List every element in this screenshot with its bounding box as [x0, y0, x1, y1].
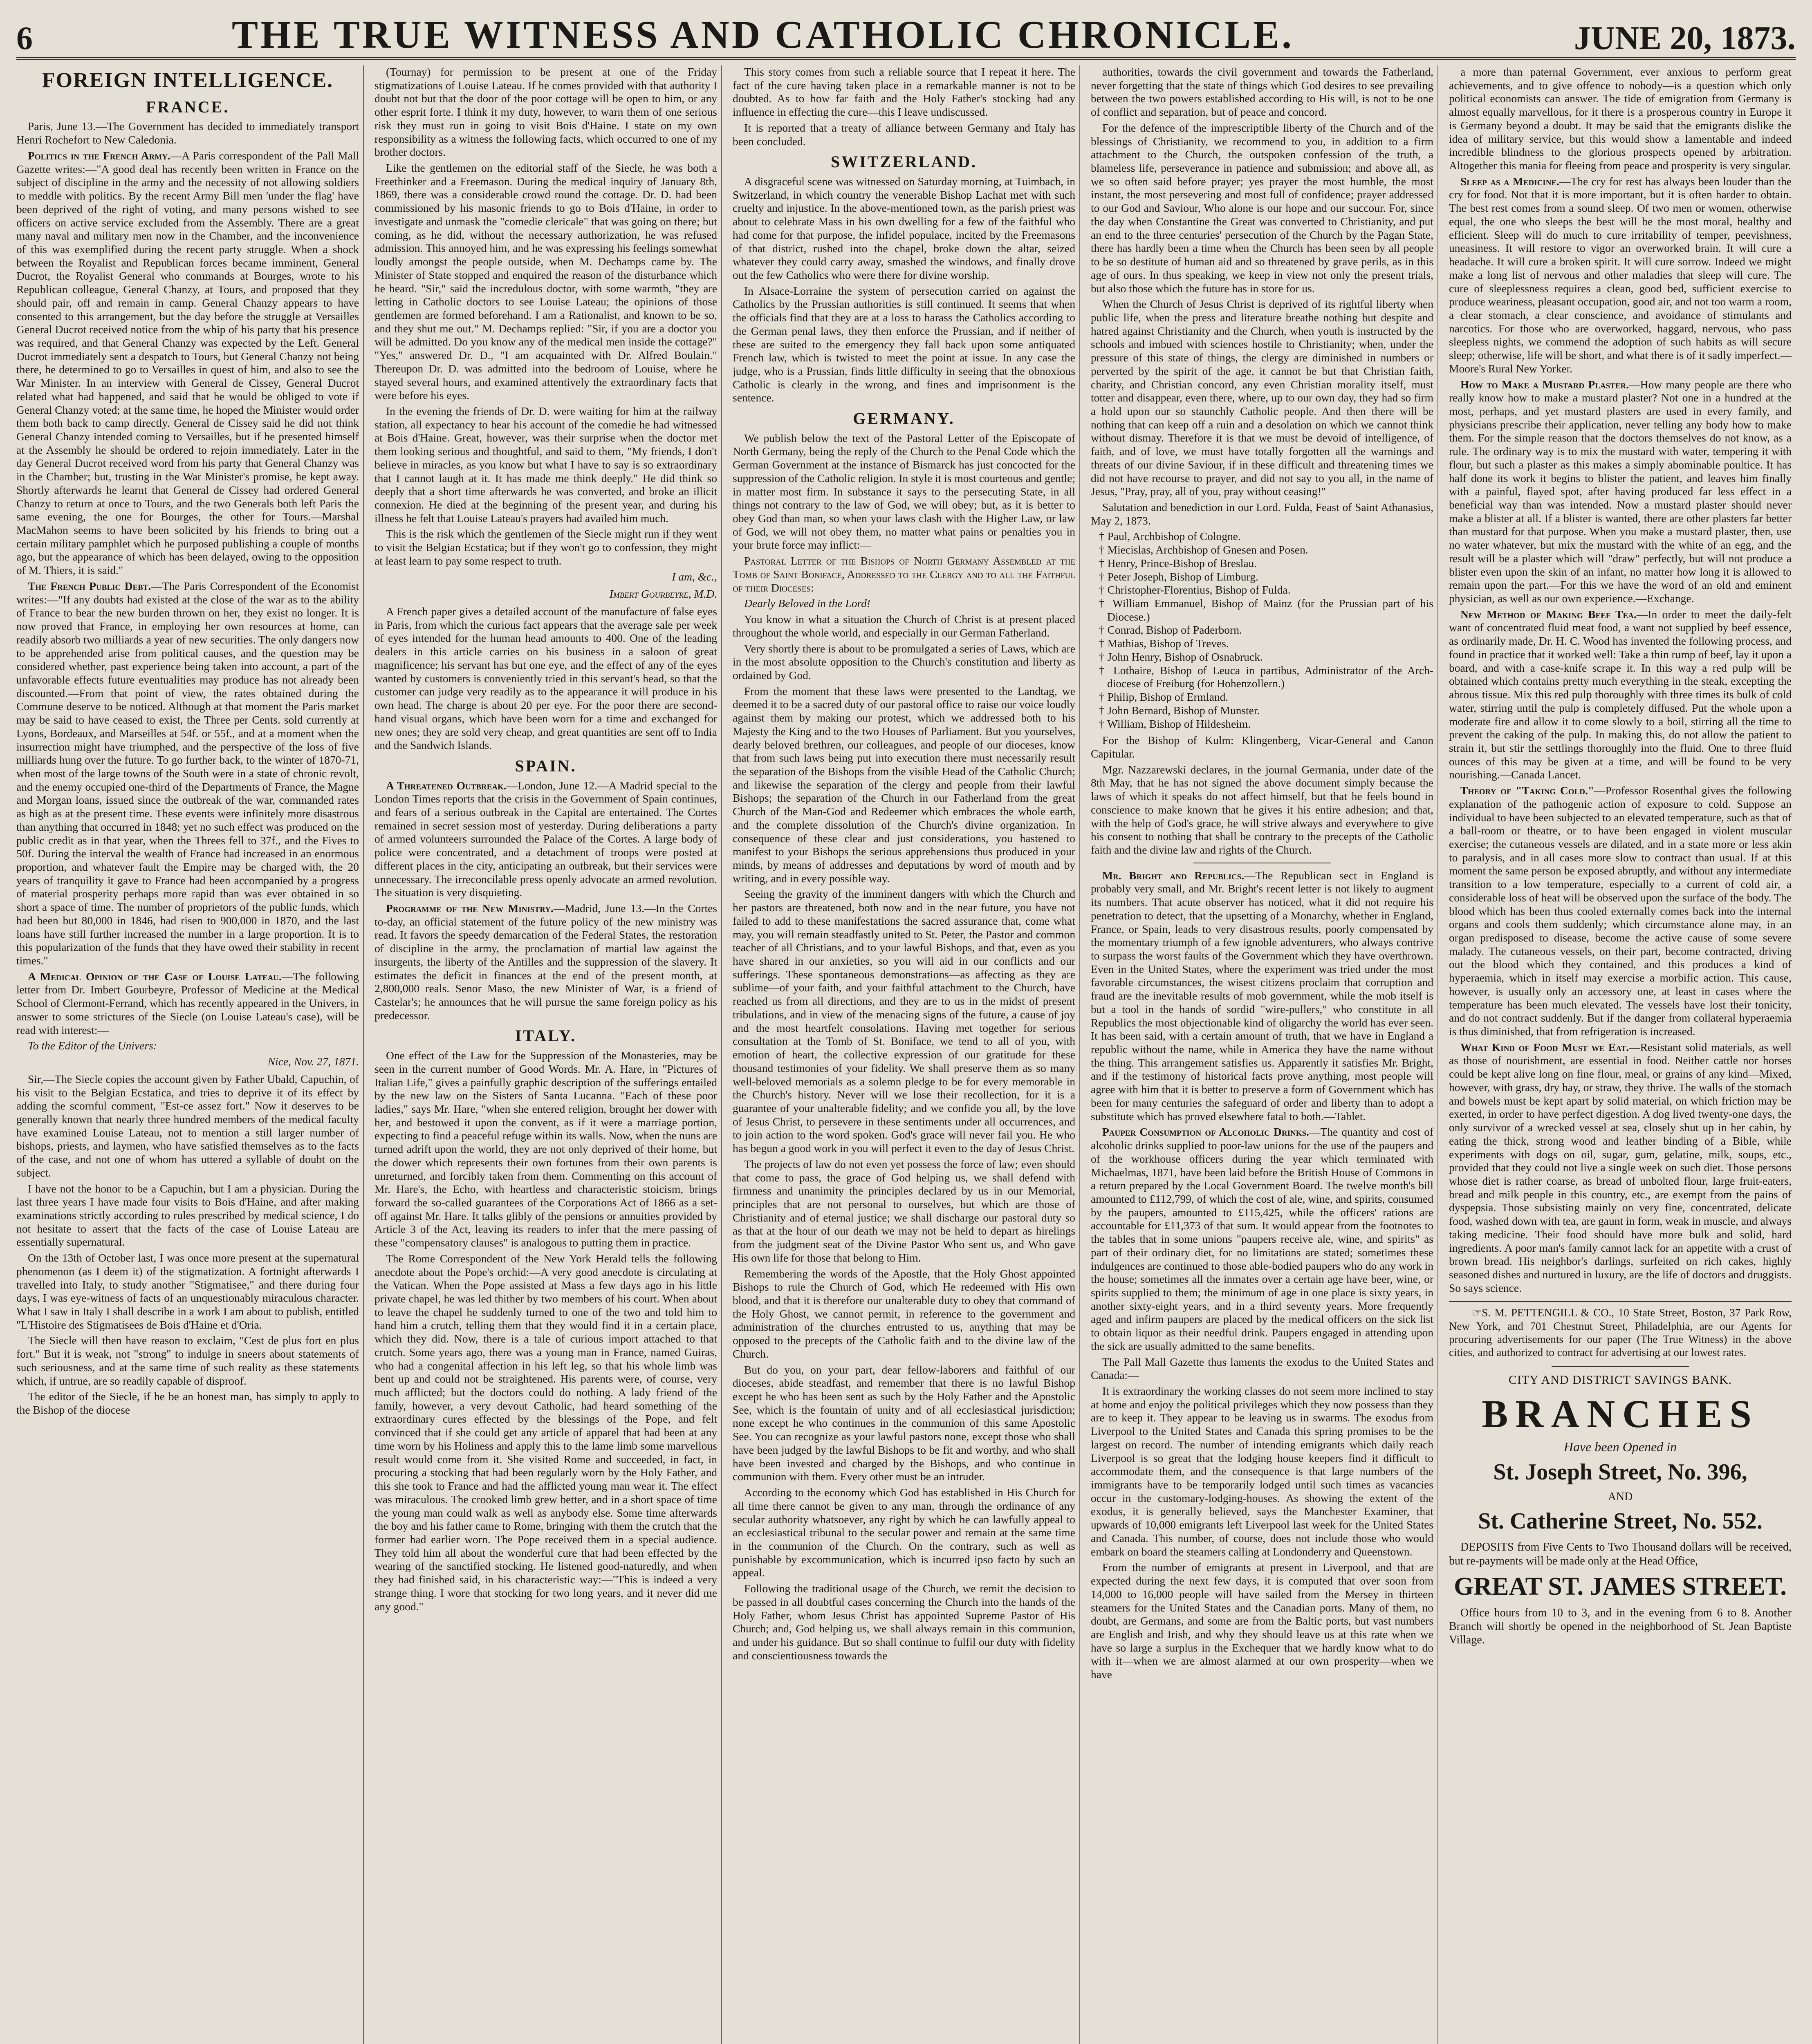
section-title: FOREIGN INTELLIGENCE. [42, 69, 334, 92]
heading-germany: GERMANY. [853, 409, 955, 428]
opened-text: Have been Opened in [1563, 1439, 1677, 1454]
page-number: 6 [16, 20, 33, 56]
bishop-signature: † Paul, Archbishop of Cologne. [1099, 530, 1241, 543]
article-paragraph: Seeing the gravity of the imminent dangers with which the Church and her pastors are threatened, both now and in the near future, you have not failed to add to these manifestations the sacred assurance that, come what may, you will remain steadfastly united to St. Peter, the Pastor and common teacher of all Christians, and to your lawful Bishops, and that, even as you have shared in our anxieties, so you will aid in our conflicts and our sufferings. These spontaneous demonstrations—as affecting as they are sublime—of your faith, and your faithful attachment to the Church, have reached us from all directions, and they are to us in the midst of present tribulations, and in view of the menacing signs of the future, a cause of joy and the most heartfelt consolations. Having met together for serious consultation at the Tomb of St. Boniface, we tend to all of you, with emotion of heart, the collective expression of our gratitude for these thousand testimonies of your fidelity. We shall preserve them as so many well-beloved memorials as a solemn pledge to be for every memorable in the Church's history. Never will we lose their recollection, for it is a guarantee of your unalterable fidelity; and we confide you all, by the love of Jesus Christ, to persevere in these sentiments under all occurrences, and to join action to the word spoken. God's grace will never fail you. He who has begun a good work in you will perfect it even to the day of Jesus Christ. [733, 888, 1075, 1155]
article-paragraph: You know in what a situation the Church of Christ is at present placed throughout the whole world, and especially in our German Fatherland. [733, 613, 1075, 639]
article-paragraph: One effect of the Law for the Suppression of the Monasteries, may be seen in the current number of Good Words. Mr. A. Hare, in "Pictures of Italian Life," gives a painfully graphic description of the sufferings entailed by the new law on the Sisters of Santa Lucanna. "Each of these poor ladies," says Mr. Hare, "when she entered religion, brought her dower with her, and bestowed it upon the convent, as if it were a marriage portion, expecting to find a peaceful refuge within its walls. Now, when the nuns are turned adrift upon the world, they are not only deprived of their home, but the dower which represents their own fortunes from their own parents is unreturned, and forcibly taken from them. Commenting on this account of Mr. Hare's, the Echo, with heartless and characteristic stoicism, brings forward the so-called guarantees of the Corporations Act of 1866 as a set-off against Mr. Hare. It talks glibly of the pensions or annuities provided by Article 3 of the Act, leaving its readers to infer that the mere passing of these "compensatory clauses" is analogous to putting them in practice. [375, 1049, 717, 1249]
article-paragraph [1449, 175, 1792, 376]
article-paragraph: This story comes from such a reliable source that I repeat it here. The fact of the cure having taken place in a remarkable manner is not to be doubted. As to how far faith and the Holy Father's stocking had any influence in effecting the cure—this I leave undiscussed. [733, 65, 1075, 119]
bishop-signature: † Christopher-Florentius, Bishop of Fulda. [1099, 583, 1291, 596]
bishop-signature: † John Bernard, Bishop of Munster. [1099, 704, 1260, 717]
article-paragraph [375, 902, 717, 1022]
bishop-signature: † William, Bishop of Hildesheim. [1099, 717, 1251, 730]
heading-france: FRANCE. [146, 97, 230, 116]
article-lead: Sleep as a Medicine. [1460, 175, 1559, 188]
article-lead: Politics in the French Army. [28, 149, 170, 162]
article-paragraph: The projects of law do not even yet possess the force of law; even should that come to pass, the grace of God helping us, we shall defend with firmness and unanimity the principles declared by us in our Memorial, principles that are not personal to ourselves, but which are those of Christianity and of eternal justice; we shall discharge our pastoral duty so as that at the hour of our death we may not be held to depart as hirelings from the judgment seat of the Divine Pastor Who sent us, and Who gave His own life for those that belong to Him. [733, 1157, 1075, 1264]
and-text: AND [1608, 1490, 1633, 1503]
article-paragraph: Very shortly there is about to be promulgated a series of Laws, which are in the most absolute opposition to the Church's constitution and liberty as ordained by God. [733, 642, 1075, 681]
article-paragraph: In Alsace-Lorraine the system of persecution carried on against the Catholics by the Prussian authorities is still continued. It seems that when the officials find that they are at a loss to harass the Catholics according to the German penal laws, they then enforce the Prussian, and if neither of these are suited to the emergency they fall back upon some antiquated French law, which is twisted to meet the point at issue. In any case the judge, who is a Prussian, finds little difficulty in seeing that the obnoxious Catholic is clearly in the wrong, and fines and imprisonment is the sentence. [733, 284, 1075, 404]
article-text: —London, June 12.—A Madrid special to the London Times reports that the crisis in the Government of Spain continues, and fears of a serious outbreak in the Capital are entertained. The Cortes remained in secret session most of yesterday. During deliberations a party of armed volunteers surrounded the Palace of the Cortes. A large body of police were concentrated, and a detachment of troops were posted at different places in the city, anticipating an outbreak, but their services were unnecessary. The irreconcilable press openly advocate an armed revolution. The situation is very disquieting. [375, 779, 718, 899]
article-paragraph [1449, 1041, 1792, 1295]
article-lead: A Threatened Outbreak. [386, 779, 507, 792]
article-text: —In order to meet the daily-felt want of concentrated fluid meat food, a want not supplied by beef essence, as ordinarily made, Dr. H. C. Wood has invented the following process, and found in practice that it worked well: Take a thin rump of beef, lay it upon a board, and with a case-knife scrape it. In this way a red pulp will be obtained which contains pretty much everything in the steak, excepting the abrous tissue. Mix this red pulp thoroughly with three times its bulk of cold water, stirring until the pulp is completely diffused. Put the whole upon a moderate fire and allow it to come slowly to a boil, stirring all the time to prevent the caking of the pulp. In making this, do not allow the patient to strain it, but stir the settlings thoroughly into the fluid. One to three fluid ounces of this may be given at a time, and will be found to be very nourishing.—Canada Lancet. [1449, 607, 1792, 781]
article-lead: The French Public Debt. [28, 579, 151, 592]
article-paragraph: But do you, on your part, dear fellow-laborers and faithful of our dioceses, abide steadfast, and remember that there is no lawful Bishop except he who has been sent as such by the Holy Father and the Apostolic See, which is the fountain of unity and of all ecclesiastical jurisdiction; none except he who continues in the communion of this same Apostolic See. You can recognize as your lawful pastors none, except those who shall have been judged by the lawful Bishops to be fit and worthy, and who shall have been invested and charged by the Bishops, and who continue in communion with them. Every other must be an intruder. [733, 1363, 1075, 1483]
article-paragraph [1449, 378, 1792, 605]
article-paragraph: This is the risk which the gentlemen of the Siecle might run if they went to visit the Belgian Ecstatica; but if they won't go to confession, they might at least learn to pay some respect to truth. [375, 527, 717, 567]
article-paragraph: For the Bishop of Kulm: Klingenberg, Vicar-General and Canon Capitular. [1091, 734, 1433, 760]
salutation: Dearly Beloved in the Lord! [744, 597, 871, 610]
bishop-signature: † Lothaire, Bishop of Leuca in partibus, Administrator of the Arch-diocese of Freiburg (for Hohenzollern.) [1099, 663, 1433, 690]
article-paragraph: According to the economy which God has established in His Church for all time there cannot be given to any man, through the ordinance of any secular authority whatsoever, any right by which he can lawfully appeal to an ecclesiastical tribunal to the secular power and remain at the same time in the communion of the Church. On the contrary, such as well as punishable by excommunication, which is incurred ipso facto by such an appeal. [733, 1486, 1075, 1579]
article-paragraph: Sir,—The Siecle copies the account given by Father Ubald, Capuchin, of his visit to the Belgian Ecstatica, and tries to deprive it of its effect by adding the scornful comment, "Est-ce assez fort." Now it deserves to be generally known that nearly three hundred members of the medical faculty have examined Louise Lateau, not to mention a still larger number of bishops, priests, and laymen, who have satisfied themselves as to the facts of the case, and not one of whom has uttered a syllable of doubt on the subject. [16, 1072, 359, 1179]
article-paragraph: A French paper gives a detailed account of the manufacture of false eyes in Paris, from which the curious fact appears that the average sale per week of eyes intended for the human head amounts to 400. One of the leading dealers in this article carries on his business in a saloon of great magnificence; his servant has but one eye, and the effect of any of the eyes wanted by customers is conveniently tried in this servant's head, so that the customer can judge very readily as to the appearance it will produce in his own head. The charge is about 20 per eye. For the poor there are second-hand visual organs, which have been worn for a time and exchanged for new ones; they are sold very cheap, and great quantities are sent off to India and the Sandwich Islands. [375, 605, 717, 752]
article-text: —Madrid, June 13.—In the Cortes to-day, an official statement of the future policy of the new ministry was read. It favors the speedy demarcation of the Federal States, the restoration of discipline in the army, the proclamation of martial law against the insurgents, the liberty of the Antilles and the suppression of the slavery. It estimates the deficit in finances at the end of the present month, at 2,800,000 reals. Senor Maso, the new Minister of War, is a friend of Castelar's; he announces that he will pursue the same foreign policy as his predecessor. [375, 902, 717, 1022]
article-lead: Pauper Consumption of Alcoholic Drinks. [1102, 1125, 1309, 1139]
article-paragraph: When the Church of Jesus Christ is deprived of its rightful liberty when public life, when the press and literature breathe nothing but despite and hatred against Christianity and the Church, when youth is instructed by the schools and imbued with sciences hostile to Christianity; when, under the pressure of this state of things, the clergy are diminished in numbers or perverted by the spirit of the age, it cannot be but that Christian faith, charity, and Christian concord, any even Christian morality itself, must totter and disappear, even there, where, up to our own day, they had so firm a hold upon our so staunchly Catholic people. And then there will be nothing that can keep off a ruin and a desolation on which we cannot think without dismay. Therefore it is that we must be devoid of intelligence, of faith, and of love, we must have totally forgotten all the warnings and threats of our divine Saviour, if in these difficult and threatening times we did not have recourse to prayer, and did not say to you all, in the name of Jesus, "Pray, pray, all of you, pray without ceasing!" [1091, 298, 1433, 498]
head-office-street: GREAT ST. JAMES STREET. [1454, 1573, 1787, 1601]
article-paragraph: authorities, towards the civil government and towards the Fatherland, never forgetting that the state of things which God desires to see prevailing between the two powers established according to His will, is not to be one of conflict and separation, but of peace and concord. [1091, 65, 1433, 119]
article-text: —A Paris correspondent of the Pall Mall Gazette writes:—"A good deal has recently been written in France on the subject of discipline in the army and the necessity of not allowing soldiers to meddle with politics. By the recent Army Bill men 'under the flag' have been deprived of the right of voting, and many persons wished to see officers on active service excluded from the Assembly. There are a great many naval and military men now in the Chamber, and the inconvenience of this was exemplified during the recent party struggle. When a shock between the Royalist and Republican forces became imminent, General Ducrot, the Royalist General who commands at Bourges, wrote to his Republican colleague, General Chanzy, at Tours, and proposed that they should pair, off and remain in camp. General Chanzy appears to have consented to this arrangement, but the day before the struggle at Versailles General Ducrot received notice from the whip of his party that his presence was required, and that General Chanzy was expected by the Left. General Ducrot immediately sent a despatch to Tours, but General Chanzy not being there, he determined to go to Versailles in quest of him, and also to see the War Minister. In an interview with General de Cissey, General Ducrot related what had happened, and said that he would be obliged to vote if General Chanzy voted; at the same time, he hoped the Minister would order them both back to camp directly. General de Cissey said he did not think General Chanzy intended coming to Versailles, but if he presented himself at the Assembly he should be ordered to rejoin immediately. Later in the day General Ducrot received word from his party that General Chanzy was in the Chamber; but, trusting in the War Minister's promise, he kept away. Shortly afterwards he learnt that General de Cissey had ordered General Chanzy to return at once to Tours, and the two Generals both left Paris the same evening, the one for Bourges, the other for Tours.—Marshal MacMahon seems to have been solicited by his friends to bring out a certain military pamphlet which he purposed publishing a couple of months ago, but the appearance of which has been delayed, owing to the opposition of M. Thiers, it is said." [16, 149, 359, 577]
article-paragraph: On the 13th of October last, I was once more present at the supernatural phenomenon (as I deem it) of the stigmatization. A fortnight afterwards I travelled into Italy, to study another "Stigmatisee," and there during four days, I was eye-witness of facts of an unquestionably miraculous character. What I saw in Italy I shall describe in a work I am about to publish, entitled "L'Histoire des Stigmatisees de Bois d'Haine et d'Oria. [16, 1251, 359, 1331]
article-paragraph: The Siecle will then have reason to exclaim, "Cest de plus fort en plus fort." But it is weak, not "strong" to indulge in sneers about statements of such seriousness, and at the same time of such reality as these statements which, if untrue, are so readily capable of disproof. [16, 1334, 359, 1387]
article-paragraph: (Tournay) for permission to be present at one of the Friday stigmatizations of Louise Lateau. If he comes provided with that authority I doubt not but that the door of the poor cottage will be open to him, or any other esprit forte. I think it my duty, however, to warn them of one serious risk they must run in going to visit Bois d'Haine. I state on my own responsibility as a witness the following facts, which occurred to one of my brother doctors. [375, 65, 717, 159]
article-paragraph [1091, 1125, 1433, 1353]
article-text: —The Paris Correspondent of the Economist writes:—"If any doubts had existed at the close of the war as to the ability of France to bear the new burden thrown on her, they exist no longer. It is now proved that France, in employing her own resources at home, can readily absorb two milliards a year of new securities. The only dangers now to be apprehended arise from political causes, and the question may be considered whether, past experience being taken into account, a part of the unfavorable effects future eventualities may produce has not already been discounted.—From that point of view, the rates obtained during the Commune deserve to be noticed. Although at that moment the Paris market may be said to have ceased to exist, the Three per Cents. sold currently at Lyons, Bordeaux, and Marseilles at 54f. or 55f., and at a moment when the insurrection might have triumphed, and the perspective of the loss of five milliards hung over the future. To go further back, to the winter of 1870-71, when most of the large towns of the South were in a state of chronic revolt, and the enemy occupied one-third of the Departments of France, the Magne and Morgan loans, issued since the outbreak of the war, commanded rates as high as at the present time. These events were infinitely more disastrous than anything that occurred in 1848; yet no such effect was produced on the public credit as in that year, when the Threes fell to 37f., and the Fives to 50f. During the interval the wealth of France had increased in an enormous proportion, and whatever fault the Empire may be charged with, the 20 years of tranquility it gave to France had been accompanied by a progress of material prosperity perhaps more rapid than was ever obtained in so short a space of time. The number of proprietors of the public funds, which had been but 80,000 in 1846, had risen to 900,000 in 1870, and the last loans have still further increased the number in a large proportion. It is to this popularization of the funds that they have owed their stability in recent times." [16, 579, 359, 967]
article-lead: How to Make a Mustard Plaster. [1460, 378, 1629, 391]
article-paragraph: a more than paternal Government, ever anxious to perform great achievements, and to give offence to nobody—is a question which only political economists can answer. The tide of emigration from Germany is almost equally marvellous, for it there is a prosperous country in Europe it is Germany beyond a doubt. It may be said that the emigrants dislike the idea of military service, but this would show a lamentable and indeed incredible blindness to the glorious prospects opened by arbitration. Altogether this mania for fleeing from peace and prosperity is very singular. [1449, 65, 1792, 172]
deposits-text: DEPOSITS from Five Cents to Two Thousand dollars will be received, but re-payments will be made only at the Head Office, [1449, 1541, 1792, 1567]
bishop-signature: † Peter Joseph, Bishop of Limburg. [1099, 570, 1258, 583]
article-lead: Programme of the New Ministry. [386, 902, 554, 914]
article-lead: Mr. Bright and Republics. [1102, 869, 1245, 882]
article-paragraph: From the number of emigrants at present in Liverpool, and that are expected during the next few days, it is computed that over soon from 14,000 to 16,000 people will have sailed from the Mersey in thirteen steamers for the United States and the Canadian ports. Many of them, no doubt, are Germans, and some are from the Baltic ports, but vast numbers are English and Irish, and why they should leave us at this rate when we have so large a surplus in the Exchequer that we hardly know what to do with it—when we are almost alarmed at our own prosperity—when we have [1091, 1561, 1433, 1681]
article-lead: Theory of "Taking Cold." [1460, 784, 1594, 797]
column-2 [375, 65, 722, 2044]
article-text: —Professor Rosenthal gives the following explanation of the pathogenic action of exposure to cold. Suppose an individual to have been subjected to an elevated temperature, such as that of a ball-room or theatre, or to have been engaged in violent muscular exercise; the cutaneous vessels are dilated, and in a state more or less akin to paralysis, and in all cases more slow to contract than usual. If at this moment the same person be exposed abruptly, and without any intermediate transition to a low temperature, especially to a current of cold air, a considerable loss of heat will be observed upon the surface of the body. The blood which has been thus cooled externally comes back into the internal organs and cools them suddenly; which circumstance alone may, in an organ predisposed to disease, become the active cause of some severe malady. The cutaneous vessels, on their part, become contracted, driving out the blood which they contained, and this produces a kind of hyperaemia, which in itself may exercise a morbific action. This cause, however, is usually only an accessory one, at least in cases where the temperature has been much elevated. The vessels have lost their tonicity, and do not contract suddenly. But if the danger from collateral hyperaemia is thus diminished, that from refrigeration is increased. [1449, 784, 1792, 1038]
column-4 [1091, 65, 1438, 2044]
article-paragraph [1091, 869, 1433, 1123]
article-paragraph: It is extraordinary the working classes do not seem more inclined to stay at home and enjoy the political privileges which they now possess than they are to keep it. They appear to be leaving us in swarms. The exodus from Liverpool to the United States and Canada this spring promises to be the largest on record. The number of intending emigrants which daily reach Liverpool is so great that the lodging house keepers find it difficult to accommodate them, and the consequence is that large numbers of the immigrants have to be temporarily lodged until such times as vacancies occur in the customary-lodging-houses. As showing the extent of the exodus, it is generally believed, says the Manchester Examiner, that upwards of 10,000 emigrants left Liverpool last week for the United States and Canada. This number, of course, does not include those who would embark on board the steamers calling at Londonderry and Queenstown. [1091, 1385, 1433, 1558]
office-hours-text: Office hours from 10 to 3, and in the evening from 6 to 8. Another Branch will shortly be opened in the neighborhood of St. Jean Baptiste Village. [1449, 1606, 1792, 1647]
article-paragraph: I have not the honor to be a Capuchin, but I am a physician. During the last three years I have made four visits to Bois d'Haine, and after making examinations strictly according to rules prescribed by medical science, I do not hesitate to assert that the facts of the case of Louise Lateau are essentially supernatural. [16, 1182, 359, 1248]
column-1 [16, 65, 364, 2044]
article-paragraph: Remembering the words of the Apostle, that the Holy Ghost appointed Bishops to rule the Church of God, which He redeemed with His own blood, and that it is therefore our unalterable duty to obey that command of the Holy Ghost, we cannot permit, in reference to the government and administration of the churches entrusted to us, anything that may be opposed to the precepts of the Catholic faith and to the divine law of the Church. [733, 1267, 1075, 1360]
branch-address-1: St. Joseph Street, No. 396, [1493, 1459, 1747, 1485]
heading-italy: ITALY. [515, 1026, 577, 1045]
article-paragraph: A disgraceful scene was witnessed on Saturday morning, at Tuimbach, in Switzerland, in which country the venerable Bishop Lachat met with such cruelty and injustice. In the above-mentioned town, as the parish priest was about to celebrate Mass in his own dwelling for a few of the faithful who had come for that purpose, the infidel populace, incited by the Freemasons of that district, rushed into the chapel, broke down the altar, seized whatever they could carry away, smashed the windows, and finally drove out the few Catholics who were there for divine worship. [733, 175, 1075, 281]
article-lead: New Method of Making Beef Tea. [1460, 607, 1637, 621]
article-paragraph [16, 580, 359, 968]
article-paragraph [375, 779, 717, 899]
column-5 [1449, 65, 1796, 2044]
article-text: —The cry for rest has always been louder than the cry for food. Not that it is more important, but it is often harder to obtain. The best rest comes from a sound sleep. Of two men or women, otherwise equal, the one who sleeps the best will be the most moral, healthy and efficient. Sleep will do much to cure irritability of temper, peevishness, uneasiness. It will restore to vigor an overworked brain. It will cure a headache. It will cure a broken spirit. It will cure sorrow. Indeed we might make a long list of nervous and other maladies that sleep will cure. The cure of sleeplessness requires a clean, good bed, sufficient exercise to produce weariness, pleasant occupation, good air, and not too warm a room, a clear stomach, a clear conscience, and avoidance of stimulants and narcotics. For those who are overworked, haggard, nervous, who pass sleepless nights, we commend the adoption of such habits as will secure sleep; otherwise, life will be short, and what there is of it sadly imperfect.—Moore's Rural New Yorker. [1449, 175, 1792, 375]
article-text: —How many people are there who really know how to make a mustard plaster? Not one in a hundred at the most, perhaps, and yet mustard plasters are used in every family, and physicians prescribe their application, never telling any body how to make them. For the simple reason that the doctors themselves do not know, as a rule. The ordinary way is to mix the mustard with water, tempering it with flour, but such a plaster as this makes a simply abominable poultice. It has half done its work it begins to blister the patient, and leaves him finally with a painful, flayed spot, after having produced far less effect in a beneficial way than was intended. Now a mustard plaster should never make a blister at all. If a blister is wanted, there are other plasters far better than mustard for that purpose. When you make a mustard plaster, then, use no water whatever, but mix the mustard with the white of an egg, and the result will be a plaster which will "draw" perfectly, but will not produce a blister even upon the skin of an infant, no matter how long it is allowed to remain upon the part.—For this we have the word of an old and eminent physician, as well as our own experience.—Exchange. [1449, 378, 1792, 605]
columns [16, 65, 1796, 2044]
bishop-signature: † William Emmanuel, Bishop of Mainz (for the Prussian part of his Diocese.) [1099, 597, 1433, 623]
article-paragraph: Mgr. Nazzarewski declares, in the journal Germania, under date of the 8th May, that he has not signed the above document simply because the laws of which it speaks do not affect himself, but that he feels bound in conscience to make known that he gives it his entire adhesion; and that, with the help of God's grace, he will strive always and everywhere to give his consent to nothing that shall be contrary to the precepts of the Catholic faith and the divine law and rights of the Church. [1091, 763, 1433, 856]
branches-heading: BRANCHES [1482, 1392, 1759, 1436]
article-paragraph: The Pall Mall Gazette thus laments the exodus to the United States and Canada:— [1091, 1355, 1433, 1382]
masthead [16, 8, 1796, 60]
bank-name: CITY AND DISTRICT SAVINGS BANK. [1508, 1373, 1732, 1387]
article-paragraph [16, 970, 359, 1037]
article-paragraph: Like the gentlemen on the editorial staff of the Siecle, he was both a Freethinker and a Freemason. During the medical inquiry of January 8th, 1869, there was a considerable crowd round the cottage. Dr. D. had been commissioned by his masonic friends to go to Bois d'Haine, in order to investigate and unmask the "comedie clericale" that was going on there; but coming, as he did, without the necessary authorization, he was refused admission. This annoyed him, and he was expressing his feelings somewhat loudly amongst the people outside, when M. Dechamps came by. The Minister of State stopped and enquired the reason of the disturbance which he heard. "Sir," said the incredulous doctor, with some warmth, "they are letting in Catholic doctors to see Louise Lateau; the opinions of those gentlemen are formed beforehand. I am a Rationalist, and known to be so, and they shut me out." M. Dechamps replied: "Sir, if you are a doctor you will be admitted. Do you know any of the medical men inside the cottage?" "Yes," answered Dr. D., "I am acquainted with Dr. Alfred Boulain." Thereupon Dr. D. was admitted into the bedroom of Louise, where he stayed several hours, and examined attentively the extraordinary facts that were before his eyes. [375, 161, 717, 402]
newspaper-title: THE TRUE WITNESS AND CATHOLIC CHRONICLE. [232, 13, 1294, 56]
branch-address-2: St. Catherine Street, No. 552. [1478, 1508, 1763, 1534]
article-paragraph: The editor of the Siecle, if he be an honest man, has simply to apply to the Bishop of the diocese [16, 1390, 359, 1416]
article-paragraph: From the moment that these laws were presented to the Landtag, we deemed it to be a sacred duty of our pastoral office to raise our voice loudly against them by making our protest, which we addressed both to his Majesty the King and to the two Houses of Parliament. But you yourselves, dearly beloved brethren, our colleagues, and people of our dioceses, know that from such laws being put into execution there must necessarily result the separation of the Bishops from the visible Head of the Catholic Church; and likewise the separation of the clergy and people from their lawful Bishops; the separation of the Church in our Fatherland from the great Church of the Man-God and Redeemer which embraces the whole earth, and the complete dissolution of the Church's divine organization. In consequence of these clear and just considerations, you hastened to manifest to your Bishops the serious apprehensions thus produced in your minds, by means of addresses and deputations by word of mouth and by writing, and in every possible way. [733, 684, 1075, 885]
article-paragraph: It is reported that a treaty of alliance between Germany and Italy has been concluded. [733, 121, 1075, 148]
pastoral-title: Pastoral Letter of the Bishops of North Germany Assembled at the Tomb of Saint Boniface, Addressed to the Clergy and to all the Faithful of their Dioceses: [733, 554, 1075, 594]
bishops-list [1091, 530, 1433, 731]
article-paragraph: Following the traditional usage of the Church, we remit the decision to be passed in all doubtful cases concerning the Church into the hands of the Holy Father, whom Jesus Christ has appointed Supreme Pastor of His Church; and, God helping us, we shall always remain in this communion, and under his guidance. But so shall continue to fulfil our duty with fidelity and conscientiousness towards the [733, 1582, 1075, 1662]
article-paragraph: Salutation and benediction in our Lord. Fulda, Feast of Saint Athanasius, May 2, 1873. [1091, 501, 1433, 527]
article-paragraph: Paris, June 13.—The Government has decided to immediately transport Henri Rochefort to New Caledonia. [16, 120, 359, 146]
column-3 [733, 65, 1080, 2044]
article-paragraph [1449, 784, 1792, 1038]
bishop-signature: † Conrad, Bishop of Paderborn. [1099, 623, 1242, 637]
bishop-signature: † Henry, Prince-Bishop of Breslau. [1099, 556, 1257, 569]
letter-place-date: Nice, Nov. 27, 1871. [267, 1055, 359, 1068]
bishop-signature: † Philip, Bishop of Ermland. [1099, 690, 1229, 704]
article-paragraph: For the defence of the imprescriptible liberty of the Church and of the blessings of Christianity, we recommend to you, in addition to a firm attachment to the Church, the outspoken confession of the truth, a blameless life, perseverance in patience and submission; and above all, as we so often said before prayer; yes prayer the most humble, the most instant, the most persevering and most full of confidence; prayer addressed to our God and Saviour, Who alone is our hope and our succour. For, since the day when Constantine the Great was converted to Christianity, and put an end to the three centuries' persecution of the Church by the Pagan State, there has hardly been a time when the Church has been seen by all people to be so destitute of human aid and so threatened by grave perils, as in this age of ours. In thus speaking, we keep in view not only the present trials, but also those which the future has in store for us. [1091, 121, 1433, 295]
article-paragraph: In the evening the friends of Dr. D. were waiting for him at the railway station, all expectancy to hear his account of the comedie he had witnessed at Bois d'Haine. Great, however, was their surprise when the doctor met them looking serious and thoughtful, and said to them, "My friends, I don't believe in miracles, as you know but what I have to say is so extraordinary that I cannot laugh at it. It has made me think deeply." He did think so deeply that a short time afterwards he was converted, and broke an illicit connexion. He died at the beginning of the present year, and during his illness he felt that Louise Lateau's prayers had availed him much. [375, 404, 717, 524]
article-paragraph [16, 149, 359, 577]
bishop-signature: † Mathias, Bishop of Treves. [1099, 637, 1229, 650]
article-paragraph [1449, 608, 1792, 782]
article-paragraph: The Rome Correspondent of the New York Herald tells the following anecdote about the Pope's orchid:—A very good anecdote is circulating at the Vatican. When the Pope assisted at Mass a few days ago in his little private chapel, he was led thither by two members of his court. When about to leave the chapel he suddenly turned to one of the two and told him to hand him a crutch, telling them that they would find it in a certain place, which they did. Now, there is a tale of curious import attached to that crutch. Some years ago, there was a young man in France, named Guiras, who had a congenital affection in his left leg, so that his whole limb was bent up and could not be straightened. His parents were, of course, very much afflicted; but the doctors could do nothing. A lady friend of the family, however, a very devout Catholic, had heard something of the extraordinary cures effected by the blessings of the Pope, and felt convinced that if she could get any article of apparel that had been at any time worn by his Holiness and apply this to the lame limb some marvellous result would come from it. She visited Rome and succeeded, in fact, in procuring a stocking that had been regularly worn by the Holy Father, and this she took to France and had the afflicted young man wear it. The effect was miraculous. The crooked limb grew better, and in a short space of time the young man could walk as well as anybody else. Some time afterwards the boy and his father came to Rome, bringing with them the crutch that the former had earlier worn. The Pope received them in a special audience. They told him all about the wonderful cure that had been effected by the wearing of the sanctified stocking. He listened good-naturedly, and when they had finished said, in his characteristic way:—"This is indeed a very strange thing. I wore that stocking for two long years, and it never did me any good." [375, 1252, 717, 1613]
bank-advertisement [1449, 1366, 1792, 1647]
heading-spain: SPAIN. [515, 756, 577, 775]
article-lead: What Kind of Food Must we Eat. [1460, 1040, 1629, 1053]
pointing-hand-icon: ☞ [1472, 1307, 1482, 1319]
article-text: —The quantity and cost of alcoholic drinks supplied to poor-law unions for the use of the paupers and of the workhouse officers during the year which terminated with Michaelmas, 1871, have been laid before the British House of Commons in a return prepared by the Local Government Board. The twelve month's bill amounted to £112,799, of which the cost of ale, wine, and spirits, consumed by the paupers, amounted to £115,425, while the officers' rations are accountable for £11,373 of that sum. It would appear from the footnotes to the tables that in some unions "paupers receive ale, wine, and spirits" as part of their ordinary diet, for no limitations are stated; sometimes these indulgences are continued to those able-bodied paupers who do any work in the house; sometimes all the inmates over a certain age have beer, wine, or spirits supplied to them; the minimum of age in one place is sixty years, in another sixty-eight years, and in a third seventy years. More frequently aged and infirm paupers are placed by the medical officers on the sick list to obtain liquor as their needful drink. Paupers engaged in attending upon the sick are usually admitted to the same benefits. [1091, 1125, 1433, 1352]
bishop-signature: † Miecislas, Archbishop of Gnesen and Posen. [1099, 543, 1308, 556]
article-text: —The following letter from Dr. Imbert Gourbeyre, Professor of Medicine at the Medical School of Clermont-Ferrand, which has recently appeared in the Univers, in answer to some strictures of the Siecle (on Louise Lateau's case), will be read with interest:— [16, 970, 359, 1036]
article-text: —Resistant solid materials, as well as those of nourishment, are essential in food. Neither cattle nor horses could be kept alive long on fine flour, meal, or grains of any kind—Mixed, however, with grass, dry hay, or straw, they thrive. The walls of the stomach and bowels must be kept apart by solid material, on which friction may be exerted, in order to have perfect digestion. A dog lived twenty-one days, the only survivor of a wrecked vessel at sea, closely shut up in her cabin, by eating the thick, strong wood and leather binding of a Bible, while experiments with dogs on oil, sugar, gum, gelatine, milk, soups, etc., provided that they could not live a single week on such diet. Those persons whose diet is rather coarse, as bread of unbolted flour, large fruit-eaters, bread and milk people in this country, etc., are exempt from the pains of dyspepsia. Those subsisting mainly on very fine, concentrated, delicate food, washed down with tea, are gaunt in form, weak in muscle, and always taking medicine. Their food should have more bulk and solid, hard ingredients. A poor man's family cannot lack for an appetite with a crust of brown bread. His neighbor's darlings, surfeited on rich cakes, highly seasoned dishes and nurtured in luxury, are the life of doctors and druggists. So says science. [1449, 1040, 1792, 1294]
issue-date: JUNE 20, 1873. [1574, 19, 1796, 56]
agent-notice [1449, 1301, 1792, 1359]
agent-text: S. M. PETTENGILL & CO., 10 State Street, Boston, 37 Park Row, New York, and 701 Chestnut Street, Philadelphia, are our Agents for procuring advertisements for our paper (The True Witness) in the above cities, and authorized to contract for advertising at our lowest rates. [1449, 1307, 1792, 1358]
letter-sign-off: I am, &c., [672, 570, 717, 583]
divider [1552, 1366, 1689, 1367]
letter-signature: Imbert Gourbeyre, M.D. [609, 587, 717, 601]
article-text: —The Republican sect in England is probably very small, and Mr. Bright's recent letter is not likely to augment its numbers. That acute observer has noticed, what it did not require his penetration to detect, that the upsetting of a Monarchy, whether in England, France, or Spain, leads to very disastrous results, poorly compensated by the momentary triumph of a few ignoble adventurers, who always contrive to surpass the worst faults of the Government which they have overthrown. Even in the United States, where the experiment was tried under the most favorable circumstances, the wisest citizens proclaim that corruption and fraud are the inevitable results of mob government, while the mob itself is but a tool in the hands of sordid "wire-pullers," who constitute in all Republics the most objectionable kind of oligarchy the world has ever seen. It has been said, with a certain amount of truth, that we have in England a republic without the name, while in America they have the name without the thing. This arrangement satisfies us. Apparently it satisfies Mr. Bright, and if the testimony of historical facts prove anything, most people will agree with him that it is better to preserve a form of Government which has been for many centuries the safeguard of order and liberty than to adopt a substitute which has proved elsewhere fatal to both.—Tablet. [1091, 869, 1433, 1123]
article-lead: A Medical Opinion of the Case of Louise Lateau. [28, 970, 282, 983]
bishop-signature: † John Henry, Bishop of Osnabruck. [1099, 650, 1263, 663]
article-paragraph: We publish below the text of the Pastoral Letter of the Episcopate of North Germany, being the reply of the Church to the Penal Code which the German Government at the instance of Bismarck has just concocted for the suppression of the Catholic religion. In style it is most courteous and gentle; in matter most firm. In substance it says to the persecuting State, in all things not contrary to the law of God, we will obey; but, as it is better to obey God than man, so when your laws clash with the Higher Law, or law of God, we will not obey them, no matter what pains or penalties you in your brute force may inflict:— [733, 431, 1075, 551]
letter-recipient: To the Editor of the Univers: [28, 1039, 157, 1052]
heading-switzerland: SWITZERLAND. [830, 152, 978, 171]
